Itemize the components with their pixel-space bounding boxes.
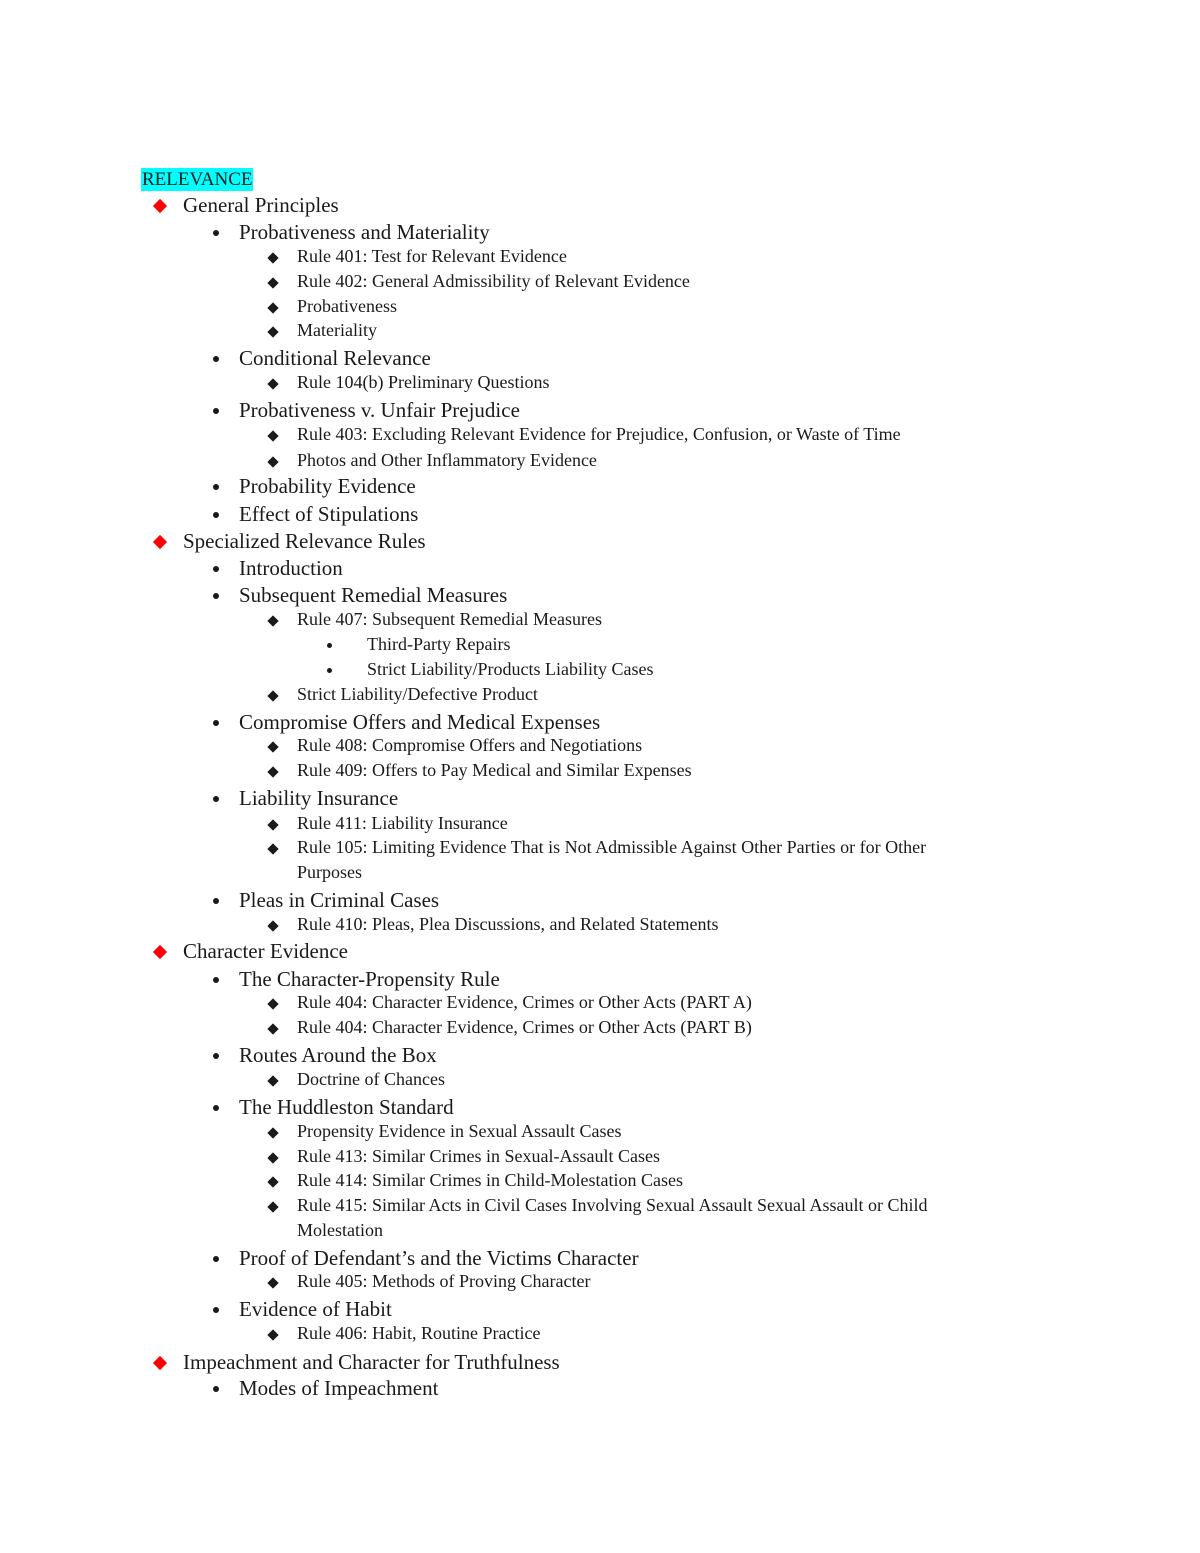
outline-item-text: Character Evidence (183, 939, 348, 963)
diamond-bullet-icon (267, 1023, 278, 1034)
dot-bullet-icon (213, 1053, 219, 1059)
outline-item-text: Rule 413: Similar Crimes in Sexual-Assault Cases (297, 1146, 660, 1166)
dot-bullet-icon (327, 643, 332, 648)
dot-bullet-icon (213, 484, 219, 490)
outline-item-text: Routes Around the Box (239, 1043, 437, 1067)
dot-bullet-icon (213, 356, 219, 362)
diamond-bullet-icon (267, 843, 278, 854)
outline-item-text: Compromise Offers and Medical Expenses (239, 710, 601, 734)
outline-item-text: The Huddleston Standard (239, 1095, 454, 1119)
outline-item-text: Rule 404: Character Evidence, Crimes or Other Acts (PART B) (297, 1017, 752, 1037)
diamond-bullet-icon (267, 1277, 278, 1288)
diamond-bullet-icon (267, 1176, 278, 1187)
outline-item-text: Rule 411: Liability Insurance (297, 813, 508, 833)
dot-bullet-icon (213, 1256, 219, 1262)
outline-item-text: Photos and Other Inflammatory Evidence (297, 450, 597, 470)
outline-item-text: Strict Liability/Defective Product (297, 684, 538, 704)
outline-item-text: Subsequent Remedial Measures (239, 583, 508, 607)
outline-item-text: Third-Party Repairs (367, 634, 511, 654)
outline-item-text: Strict Liability/Products Liability Cases (367, 659, 654, 679)
outline-item-text: Evidence of Habit (239, 1297, 392, 1321)
outline-item-text: Rule 407: Subsequent Remedial Measures (297, 609, 602, 629)
outline-item-text: Liability Insurance (239, 786, 399, 810)
outline-item-text: Introduction (239, 556, 343, 580)
diamond-bullet-icon (267, 1152, 278, 1163)
diamond-bullet-icon (267, 766, 278, 777)
outline-item-text: Rule 414: Similar Crimes in Child-Molestation Cases (297, 1170, 683, 1190)
outline-item-text: Rule 104(b) Preliminary Questions (297, 372, 550, 392)
dot-bullet-icon (213, 593, 219, 599)
outline-item-text: Rule 402: General Admissibility of Relevant Evidence (297, 271, 690, 291)
outline-item-text: Specialized Relevance Rules (183, 529, 426, 553)
dot-bullet-icon (213, 230, 219, 236)
diamond-bullet-icon (267, 1075, 278, 1086)
diamond-bullet-icon (153, 535, 167, 549)
diamond-bullet-icon (267, 456, 278, 467)
outline-item-text: Pleas in Criminal Cases (239, 888, 440, 912)
diamond-bullet-icon (267, 1201, 278, 1212)
outline-item-text: Rule 410: Pleas, Plea Discussions, and Related Statements (297, 914, 719, 934)
dot-bullet-icon (213, 408, 219, 414)
dot-bullet-icon (213, 796, 219, 802)
dot-bullet-icon (213, 566, 219, 572)
outline-item-text: Proof of Defendant’s and the Victims Character (239, 1246, 639, 1270)
dot-bullet-icon (213, 720, 219, 726)
diamond-bullet-icon (153, 199, 167, 213)
outline-item-text: Rule 404: Character Evidence, Crimes or Other Acts (PART A) (297, 992, 752, 1012)
outline-item-text: Probativeness (297, 296, 397, 316)
outline-item-continuation: Molestation (297, 1220, 383, 1240)
diamond-bullet-icon (267, 998, 278, 1009)
diamond-bullet-icon (153, 1356, 167, 1370)
outline-item-text: Rule 415: Similar Acts in Civil Cases Involving Sexual Assault Sexual Assault or Child (297, 1195, 928, 1215)
dot-bullet-icon (327, 668, 332, 673)
outline-item-text: Materiality (297, 320, 377, 340)
diamond-bullet-icon (267, 615, 278, 626)
outline-item-continuation: Purposes (297, 862, 363, 882)
diamond-bullet-icon (267, 920, 278, 931)
diamond-bullet-icon (267, 302, 278, 313)
outline-item-text: Effect of Stipulations (239, 502, 419, 526)
diamond-bullet-icon (267, 326, 278, 337)
diamond-bullet-icon (153, 945, 167, 959)
outline-item-text: Probativeness v. Unfair Prejudice (239, 398, 520, 422)
diamond-bullet-icon (267, 430, 278, 441)
diamond-bullet-icon (267, 819, 278, 830)
outline-item-text: Rule 105: Limiting Evidence That is Not Admissible Against Other Parties or for Other (297, 837, 927, 857)
diamond-bullet-icon (267, 741, 278, 752)
outline-item-text: Rule 405: Methods of Proving Character (297, 1271, 591, 1291)
dot-bullet-icon (213, 1386, 219, 1392)
dot-bullet-icon (213, 977, 219, 983)
dot-bullet-icon (213, 898, 219, 904)
dot-bullet-icon (213, 1105, 219, 1111)
diamond-bullet-icon (267, 378, 278, 389)
section-title: RELEVANCE (142, 169, 253, 190)
outline-item-text: Rule 406: Habit, Routine Practice (297, 1323, 541, 1343)
outline-item-text: Rule 401: Test for Relevant Evidence (297, 246, 567, 266)
outline-item-text: The Character-Propensity Rule (239, 967, 500, 991)
dot-bullet-icon (213, 1307, 219, 1313)
outline-item-text: Modes of Impeachment (239, 1376, 439, 1400)
outline-item-text: Probability Evidence (239, 474, 416, 498)
dot-bullet-icon (213, 512, 219, 518)
outline-item-text: Propensity Evidence in Sexual Assault Cases (297, 1121, 622, 1141)
outline-item-text: Doctrine of Chances (297, 1069, 445, 1089)
outline-item-text: Rule 403: Excluding Relevant Evidence for Prejudice, Confusion, or Waste of Time (297, 424, 901, 444)
outline-item-text: Conditional Relevance (239, 346, 431, 370)
diamond-bullet-icon (267, 1329, 278, 1340)
outline-item-text: General Principles (183, 193, 339, 217)
outline-item-text: Rule 408: Compromise Offers and Negotiations (297, 735, 643, 755)
diamond-bullet-icon (267, 277, 278, 288)
diamond-bullet-icon (267, 1127, 278, 1138)
outline-item-text: Rule 409: Offers to Pay Medical and Similar Expenses (297, 760, 692, 780)
outline-item-text: Probativeness and Materiality (239, 220, 490, 244)
diamond-bullet-icon (267, 690, 278, 701)
diamond-bullet-icon (267, 252, 278, 263)
outline-item-text: Impeachment and Character for Truthfulness (183, 1350, 560, 1374)
